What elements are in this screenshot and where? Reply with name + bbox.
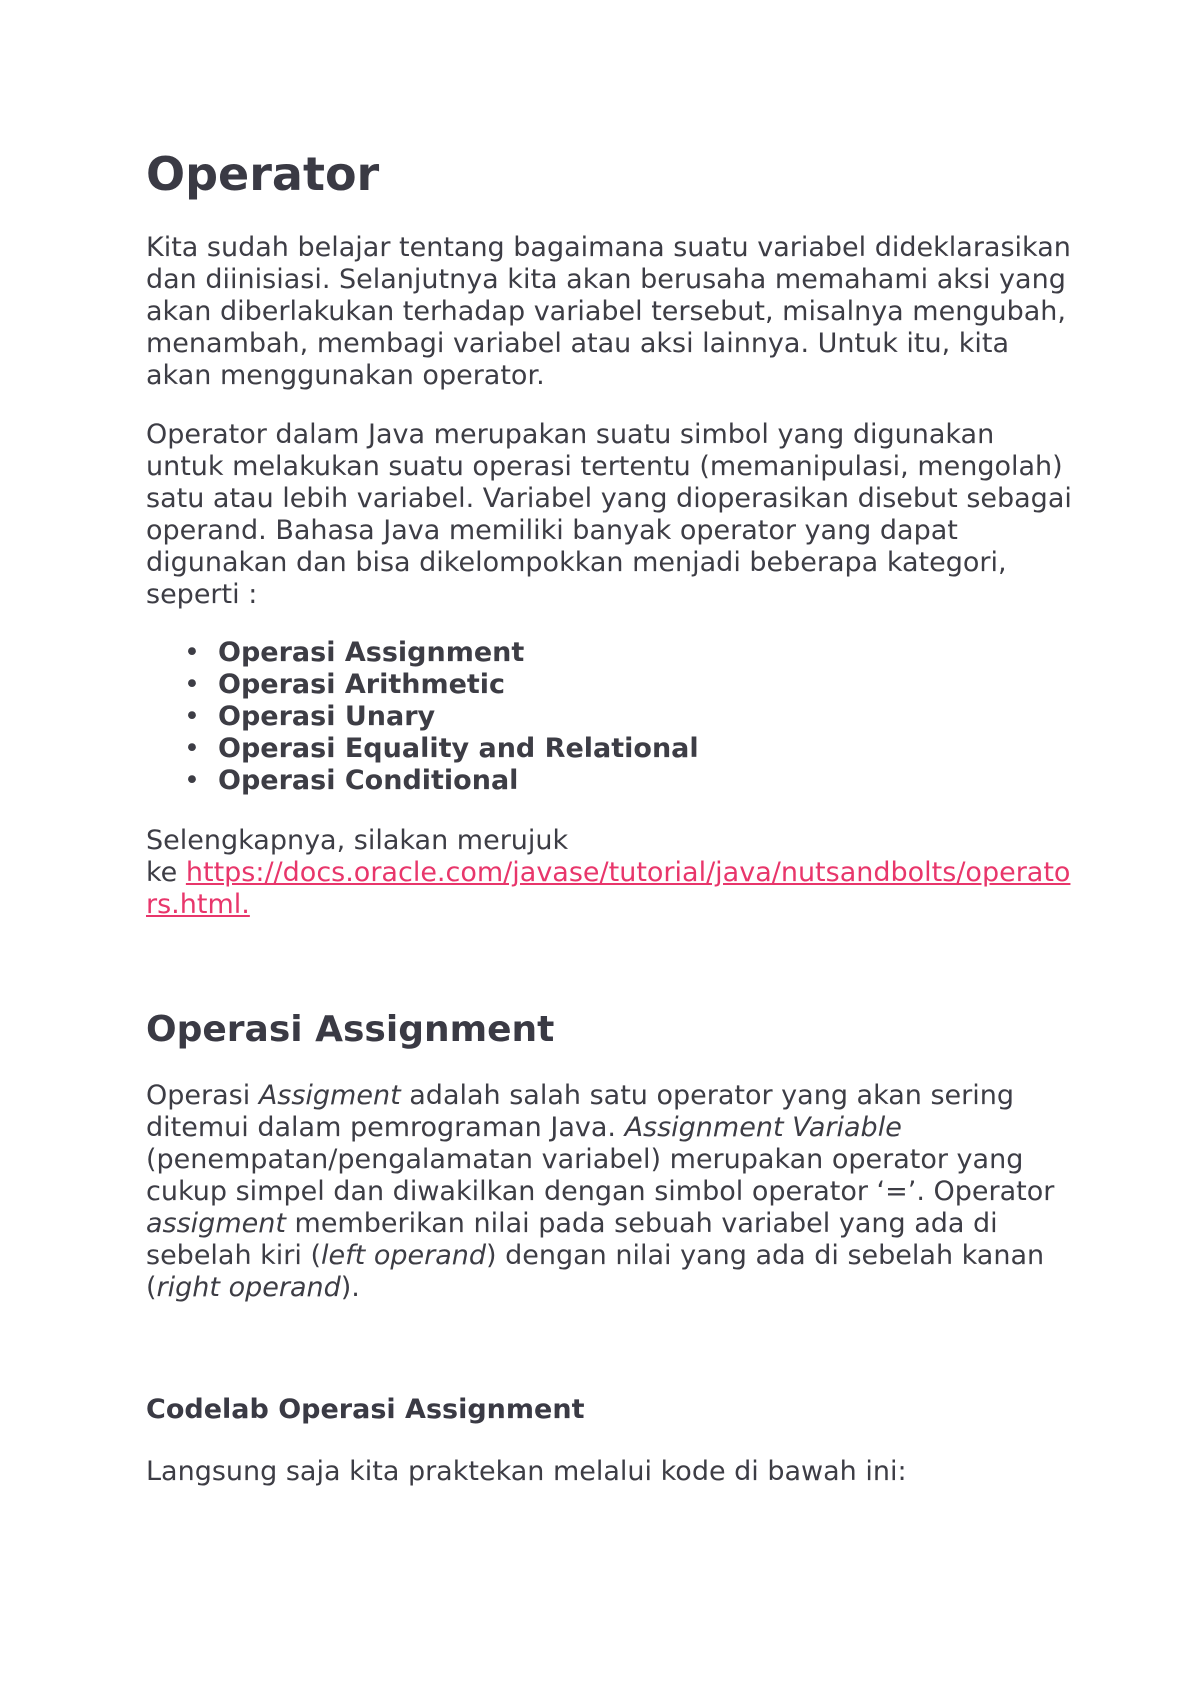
list-item-label: Operasi Unary [218,701,436,732]
text-segment: ) dengan nilai yang ada di sebelah kanan ( [146,1240,1045,1303]
category-list [146,637,699,797]
bullet-icon: • [184,765,200,796]
page-title: Operator [146,147,380,201]
bullet-icon: • [184,733,200,764]
list-item [146,765,699,797]
reference-paragraph [146,825,1076,921]
text-segment: Operasi [146,1080,259,1111]
bullet-icon: • [184,669,200,700]
italic-term: left operand [321,1240,486,1271]
text-segment: ). [340,1272,360,1303]
reference-prefix-line2: ke [146,857,186,888]
list-item [146,637,699,669]
italic-term: Assigment [258,1080,401,1111]
text-segment: adalah salah satu operator yang akan sering ditemui dalam pemrograman Java. [146,1080,1015,1143]
text-segment: memberikan nilai pada sebuah variabel yang ada di sebelah kiri ( [146,1208,998,1271]
list-item [146,733,699,765]
list-item-label: Operasi Arithmetic [218,669,506,700]
codelab-intro: Langsung saja kita praktekan melalui kode di bawah ini: [146,1456,907,1487]
section-title: Operasi Assignment [146,1009,555,1050]
oracle-docs-link[interactable]: https://docs.oracle.com/javase/tutorial/java/nutsandbolts/operators.html. [146,857,1071,920]
italic-term: Assignment Variable [624,1112,902,1143]
list-item-label: Operasi Conditional [218,765,519,796]
italic-term: right operand [156,1272,341,1303]
text-segment: (penempatan/pengalamatan variabel) merupakan operator yang cukup simpel dan diwakilkan dengan simbol operator ‘=’. Operator [146,1144,1055,1207]
bullet-icon: • [184,637,200,668]
italic-term: assigment [146,1208,286,1239]
assignment-paragraph [146,1080,1076,1304]
list-item [146,701,699,733]
operator-paragraph: Operator dalam Java merupakan suatu simbol yang digunakan untuk melakukan suatu operasi tertentu (memanipulasi, mengolah) satu atau lebih variabel. Variabel yang dioperasikan disebut sebagai operand. Bahasa Java memiliki banyak operator yang dapat digunakan dan bisa dikelompokkan menjadi beberapa kategori, seperti : [146,419,1072,610]
bullet-icon: • [184,701,200,732]
list-item [146,669,699,701]
intro-paragraph: Kita sudah belajar tentang bagaimana suatu variabel dideklarasikan dan diinisiasi. Selanjutnya kita akan berusaha memahami aksi yang akan diberlakukan terhadap variabel tersebut, misalnya mengubah, menambah, membagi variabel atau aksi lainnya. Untuk itu, kita akan menggunakan operator. [146,232,1071,391]
list-item-label: Operasi Assignment [218,637,525,668]
list-item-label: Operasi Equality and Relational [218,733,699,764]
reference-prefix-line1: Selengkapnya, silakan merujuk [146,825,569,856]
codelab-title: Codelab Operasi Assignment [146,1394,585,1425]
